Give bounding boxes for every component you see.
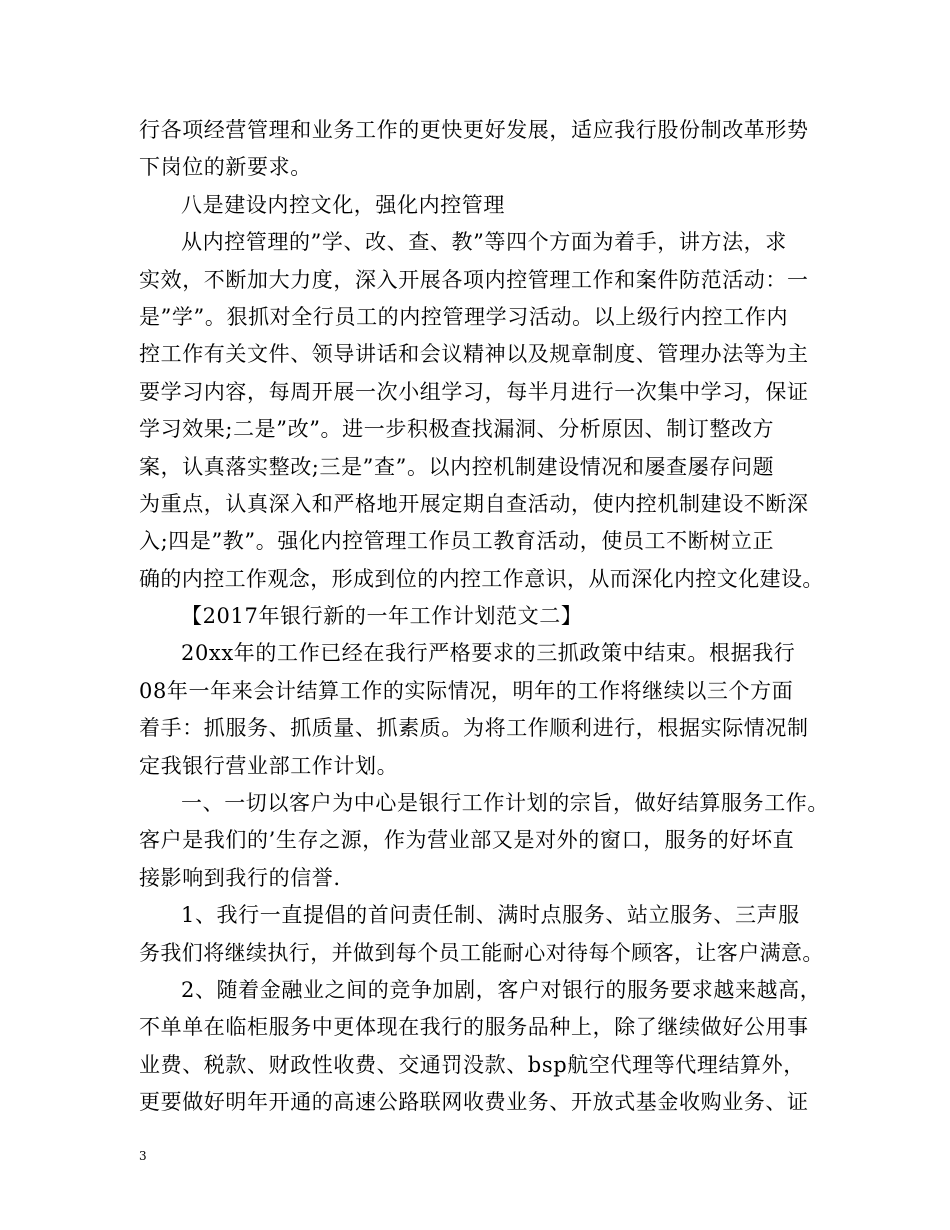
text-line: 着手：抓服务、抓质量、抓素质。为将工作顺利进行，根据实际情况制 xyxy=(139,716,809,741)
text-line: 八是建设内控文化，强化内控管理 xyxy=(181,192,505,217)
text-line: 20xx年的工作已经在我行严格要求的三抓政策中结束。根据我行 xyxy=(181,641,796,666)
text-line: 一、一切以客户为中心是银行工作计划的宗旨，做好结算服务工作。 xyxy=(181,791,829,816)
text-line: 入;四是”教”。强化内控管理工作员工教育活动，使员工不断树立正 xyxy=(139,529,775,554)
text-line: 2、随着金融业之间的竞争加剧，客户对银行的服务要求越来越高， xyxy=(181,977,822,1002)
text-line: 不单单在临柜服务中更体现在我行的服务品种上，除了继续做好公用事 xyxy=(139,1015,809,1040)
text-line: 实效，不断加大力度，深入开展各项内控管理工作和案件防范活动：一 xyxy=(139,267,809,292)
text-line: 下岗位的新要求。 xyxy=(139,155,312,180)
text-line: 要学习内容，每周开展一次小组学习，每半月进行一次集中学习，保证 xyxy=(139,379,809,404)
text-line: 确的内控工作观念，形成到位的内控工作意识，从而深化内控文化建设。 xyxy=(139,566,824,591)
text-line: 1、我行一直提倡的首问责任制、满时点服务、站立服务、三声服 xyxy=(181,903,800,928)
page-number: 3 xyxy=(139,1149,147,1163)
text-line: 08年一年来会计结算工作的实际情况，明年的工作将继续以三个方面 xyxy=(139,678,794,703)
text-line: 是”学”。狠抓对全行员工的内控管理学习活动。以上级行内控工作内 xyxy=(139,304,789,329)
text-line: 为重点，认真深入和严格地开展定期自查活动，使内控机制建设不断深 xyxy=(139,491,809,516)
text-line: 接影响到我行的信誉. xyxy=(139,865,341,890)
text-line: 业费、税款、财政性收费、交通罚没款、bsp航空代理等代理结算外， xyxy=(139,1052,805,1077)
text-line: 学习效果;二是”改”。进一步积极查找漏洞、分析原因、制订整改方 xyxy=(139,417,775,442)
text-line: 更要做好明年开通的高速公路联网收费业务、开放式基金收购业务、证 xyxy=(139,1090,809,1115)
text-line: 【2017年银行新的一年工作计划范文二】 xyxy=(181,604,583,629)
text-line: 案，认真落实整改;三是”查”。以内控机制建设情况和屡查屡存问题 xyxy=(139,454,775,479)
text-line: 从内控管理的”学、改、查、教”等四个方面为着手，讲方法，求 xyxy=(181,230,787,255)
text-line: 控工作有关文件、领导讲话和会议精神以及规章制度、管理办法等为主 xyxy=(139,342,809,367)
text-line: 定我银行营业部工作计划。 xyxy=(139,753,399,778)
text-line: 客户是我们的’生存之源，作为营业部又是对外的窗口，服务的好坏直 xyxy=(139,828,795,853)
text-line: 行各项经营管理和业务工作的更快更好发展，适应我行股份制改革形势 xyxy=(139,118,809,142)
text-line: 务我们将继续执行，并做到每个员工能耐心对待每个顾客，让客户满意。 xyxy=(139,940,824,965)
document-body xyxy=(139,112,829,1122)
